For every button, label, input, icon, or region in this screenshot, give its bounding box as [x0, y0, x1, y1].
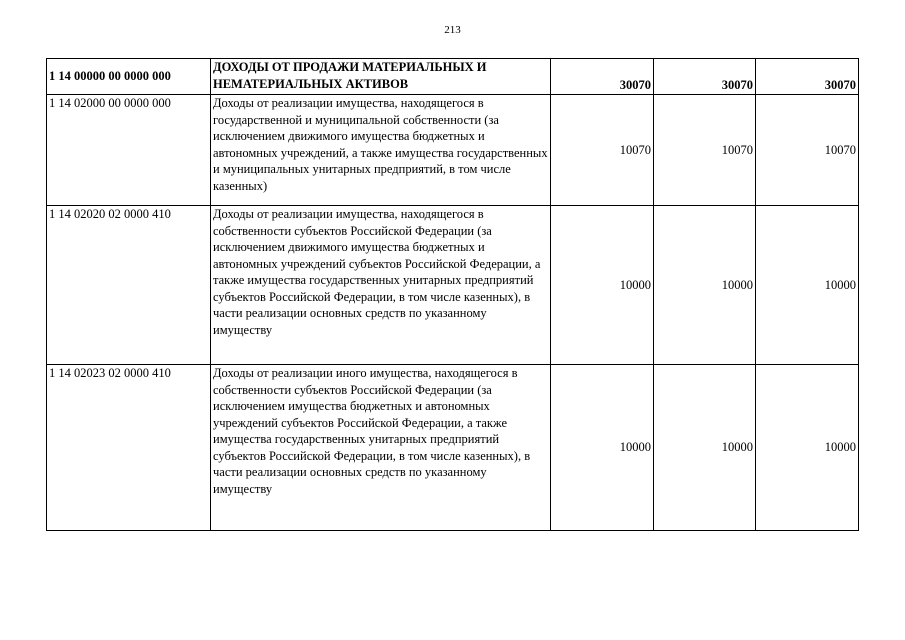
amount-2: 10000	[654, 365, 756, 531]
amount-2: 10070	[654, 95, 756, 206]
amount-3: 10000	[756, 365, 859, 531]
amount-3: 10070	[756, 95, 859, 206]
budget-code: 1 14 00000 00 0000 000	[47, 59, 211, 95]
amount-1: 10000	[551, 365, 654, 531]
amount-2: 10000	[654, 206, 756, 365]
amount-1: 10000	[551, 206, 654, 365]
amount-2: 30070	[654, 59, 756, 95]
amount-1: 30070	[551, 59, 654, 95]
revenue-table	[46, 58, 859, 531]
budget-code: 1 14 02023 02 0000 410	[47, 365, 211, 531]
amount-1: 10070	[551, 95, 654, 206]
table-row	[47, 95, 859, 206]
table-row	[47, 206, 859, 365]
budget-code: 1 14 02020 02 0000 410	[47, 206, 211, 365]
table-row	[47, 59, 859, 95]
amount-3: 30070	[756, 59, 859, 95]
revenue-name: Доходы от реализации иного имущества, находящегося в собственности субъектов Российской Федерации (за исключением имущества бюджетных и автономных учреждений субъектов Российской Федерации, а также имущества государственных унитарных предприятий субъектов Российской Федерации, в том числе казенных), в части реализации основных средств по указанному имуществу	[211, 365, 551, 531]
table-row	[47, 365, 859, 531]
revenue-name: Доходы от реализации имущества, находящегося в государственной и муниципальной собственности (за исключением движимого имущества бюджетных и автономных учреждений, а также имущества государственных и муниципальных унитарных предприятий, в том числе казенных)	[211, 95, 551, 206]
revenue-name: ДОХОДЫ ОТ ПРОДАЖИ МАТЕРИАЛЬНЫХ И НЕМАТЕРИАЛЬНЫХ АКТИВОВ	[211, 59, 551, 95]
amount-3: 10000	[756, 206, 859, 365]
page-number: 213	[444, 24, 461, 36]
budget-code: 1 14 02000 00 0000 000	[47, 95, 211, 206]
revenue-name: Доходы от реализации имущества, находящегося в собственности субъектов Российской Федерации (за исключением движимого имущества бюджетных и автономных учреждений субъектов Российской Федерации, а также имущества государственных унитарных предприятий субъектов Российской Федерации, в том числе казенных), в части реализации основных средств по указанному имуществу	[211, 206, 551, 365]
